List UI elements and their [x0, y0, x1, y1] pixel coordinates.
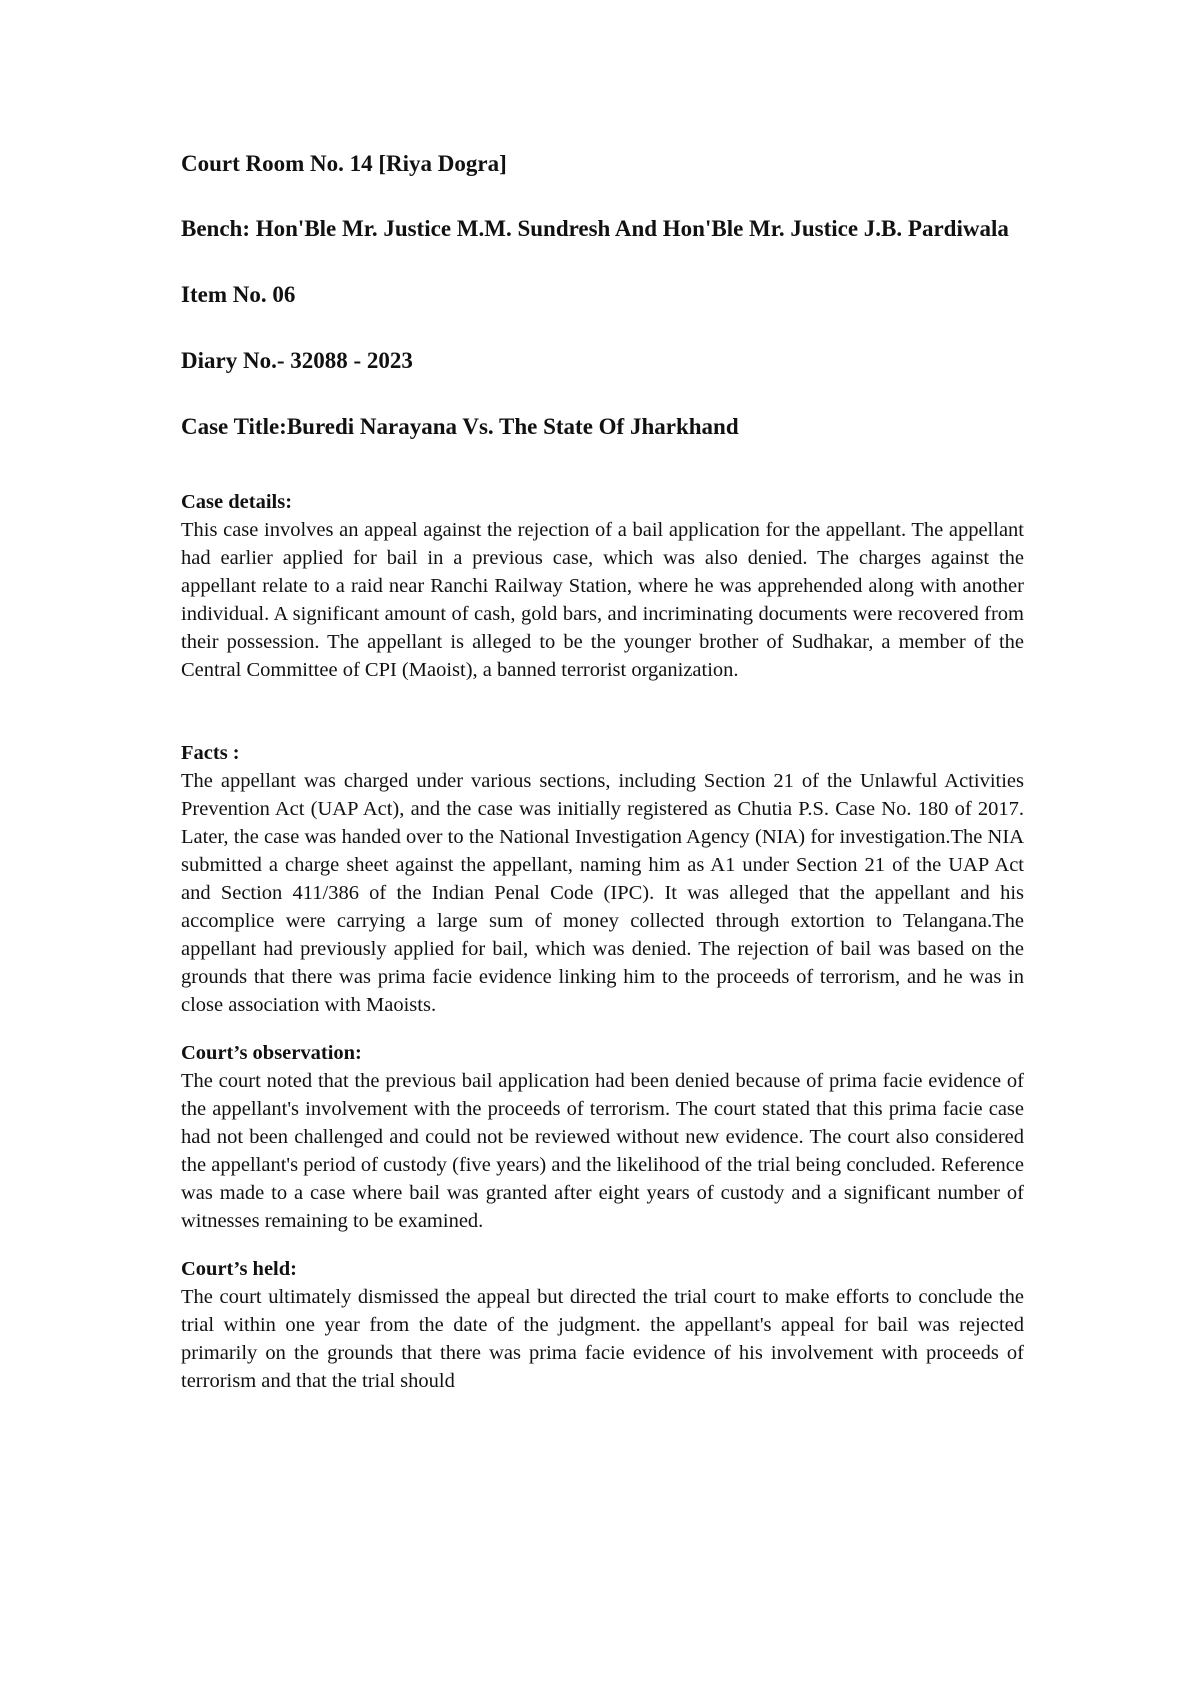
court-held-section [181, 1255, 1024, 1395]
document-content [181, 148, 1024, 1395]
case-details-title: Case details: [181, 491, 293, 513]
court-observation-body: The court noted that the previous bail application had been denied because of prima facie evidence of the appellant's involvement with the proceeds of terrorism. The court stated that this prima facie case had not been challenged and could not be reviewed without new evidence. The court also considered the appellant's period of custody (five years) and the likelihood of the trial being concluded. Reference was made to a case where bail was granted after eight years of custody and a significant number of witnesses remaining to be examined. [181, 1070, 1024, 1232]
case-title-heading: Case Title:Buredi Narayana Vs. The State Of Jharkhand [181, 414, 739, 439]
diary-number-heading: Diary No.- 32088 - 2023 [181, 348, 413, 373]
court-room-heading: Court Room No. 14 [Riya Dogra] [181, 151, 507, 176]
facts-section [181, 739, 1024, 1019]
case-details-body: This case involves an appeal against the rejection of a bail application for the appellant. The appellant had earlier applied for bail in a previous case, which was also denied. The charges against the appellant relate to a raid near Ranchi Railway Station, where he was apprehended along with another individual. A significant amount of cash, gold bars, and incriminating documents were recovered from their possession. The appellant is alleged to be the younger brother of Sudhakar, a member of the Central Committee of CPI (Maoist), a banned terrorist organization. [181, 519, 1024, 681]
item-number-heading: Item No. 06 [181, 282, 296, 307]
court-held-title: Court’s held: [181, 1258, 297, 1280]
court-held-body: The court ultimately dismissed the appeal but directed the trial court to make efforts to conclude the trial within one year from the date of the judgment. the appellant's appeal for bail was rejected primarily on the grounds that there was prima facie evidence of his involvement with proceeds of terrorism and that the trial should [181, 1286, 1024, 1392]
facts-title: Facts : [181, 742, 240, 764]
facts-body: The appellant was charged under various sections, including Section 21 of the Unlawful Activities Prevention Act (UAP Act), and the case was initially registered as Chutia P.S. Case No. 180 of 2017. Later, the case was handed over to the National Investigation Agency (NIA) for investigation.The NIA submitted a charge sheet against the appellant, naming him as A1 under Section 21 of the UAP Act and Section 411/386 of the Indian Penal Code (IPC). It was alleged that the appellant and his accomplice were carrying a large sum of money collected through extortion to Telangana.The appellant had previously applied for bail, which was denied. The rejection of bail was based on the grounds that there was prima facie evidence linking him to the proceeds of terrorism, and he was in close association with Maoists. [181, 770, 1024, 1016]
court-observation-title: Court’s observation: [181, 1042, 362, 1064]
court-observation-section [181, 1039, 1024, 1235]
case-details-section [181, 488, 1024, 684]
bench-heading: Bench: Hon'Ble Mr. Justice M.M. Sundresh And Hon'Ble Mr. Justice J.B. Pardiwala [181, 216, 1009, 241]
